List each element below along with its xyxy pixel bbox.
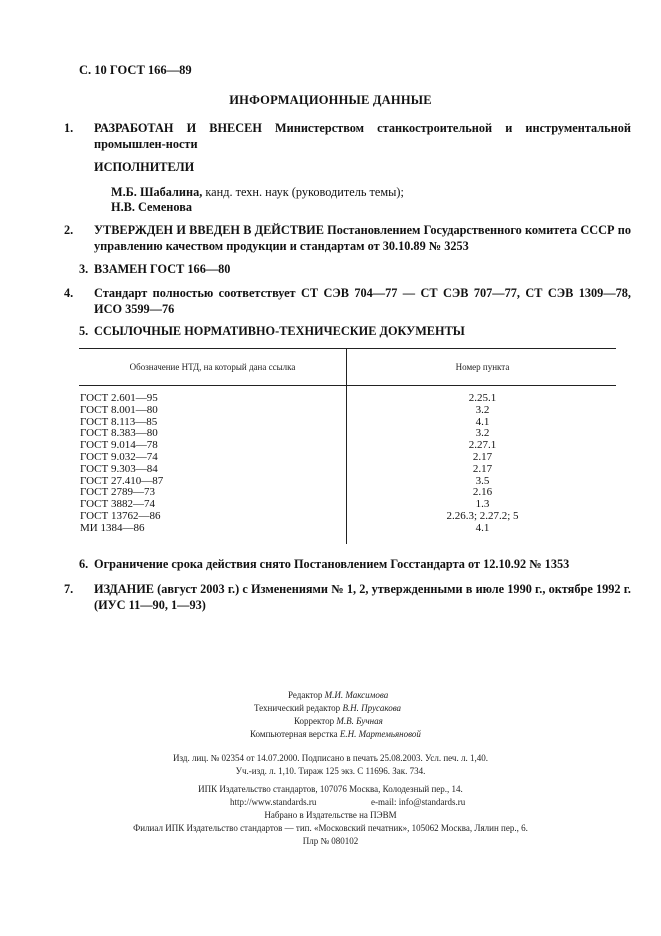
imprint-line-2: Уч.-изд. л. 1,10. Тираж 125 экз. С 11696. Зак. 734. <box>235 766 426 776</box>
table-cell-doc: ГОСТ 8.383—80 <box>80 427 158 440</box>
table-header-divider <box>79 385 616 386</box>
table-cell-clause: 2.26.3; 2.27.2; 5 <box>446 510 519 522</box>
item-3-number: 3. <box>79 262 89 276</box>
item-1 <box>64 120 631 152</box>
imprint-line-1: Изд. лиц. № 02354 от 14.07.2000. Подписано в печать 25.08.2003. Усл. печ. л. 1,40. <box>173 753 488 763</box>
imprint-email: e-mail: info@standards.ru <box>371 797 466 807</box>
table-cell-doc: МИ 1384—86 <box>80 521 145 534</box>
performer-1 <box>111 185 404 200</box>
table-top-border <box>79 348 616 349</box>
table-cell-clause: 4.1 <box>475 415 490 428</box>
item-3 <box>79 261 616 277</box>
item-7-number: 7. <box>64 582 74 596</box>
table-cell-clause: 2.17 <box>472 451 493 463</box>
table-header-doc: Обозначение НТД, на который дана ссылка <box>129 362 296 372</box>
item-5-number: 5. <box>79 324 89 338</box>
item-7 <box>64 581 631 613</box>
page-header: С. 10 ГОСТ 166—89 <box>79 63 192 77</box>
imprint-layout: Компьютерная верстка Е.Н. Мартемьяновой <box>250 729 421 739</box>
performer-1-role: канд. техн. наук (руководитель темы); <box>202 185 404 199</box>
imprint-corrector: Корректор М.В. Бучная <box>294 716 383 726</box>
item-1-number: 1. <box>64 121 74 135</box>
table-cell-doc: ГОСТ 2789—73 <box>80 486 155 499</box>
table-column-divider <box>346 348 347 544</box>
table-cell-clause: 2.27.1 <box>468 439 497 452</box>
item-6-text: Ограничение срока действия снято Постановлением Госстандарта от 12.10.92 № 1353 <box>94 557 570 571</box>
item-2-text: Постановлением Государственного комитета СССР по управлению качеством продукции и стандартам от 30.10.89 № 3253 <box>94 223 632 253</box>
item-4-text: Стандарт полностью соответствует СТ СЭВ 704—77 — СТ СЭВ 707—77, СТ СЭВ 1309—78, ИСО 3599—76 <box>94 286 631 316</box>
table-cell-doc: ГОСТ 3882—74 <box>80 498 155 511</box>
table-cell-doc: ГОСТ 9.014—78 <box>80 439 158 452</box>
table-cell-doc: ГОСТ 8.113—85 <box>80 415 158 428</box>
table-cell-doc: ГОСТ 27.410—87 <box>80 474 164 487</box>
item-5 <box>79 323 616 339</box>
item-1-text: Министерством станкостроительной и инструментальной промышлен-ности <box>94 121 631 151</box>
item-1-lead: РАЗРАБОТАН И ВНЕСЕН <box>94 121 262 135</box>
imprint-line-6: Филиал ИПК Издательство стандартов — тип. «Московский печатник», 105062 Москва, Лялин пер., 6. <box>133 823 528 833</box>
item-5-lead: ССЫЛОЧНЫЕ НОРМАТИВНО-ТЕХНИЧЕСКИЕ ДОКУМЕНТЫ <box>94 324 465 338</box>
imprint-tech-editor: Технический редактор В.Н. Прусакова <box>254 703 402 713</box>
item-4-number: 4. <box>64 286 74 300</box>
table-cell-clause: 3.2 <box>475 403 490 416</box>
table-cell-doc: ГОСТ 9.303—84 <box>80 462 158 475</box>
item-6 <box>79 556 616 572</box>
table-cell-doc: ГОСТ 2.601—95 <box>80 392 158 404</box>
imprint-line-7: Плр № 080102 <box>302 836 359 846</box>
imprint-line-3: ИПК Издательство стандартов, 107076 Москва, Колодезный пер., 14. <box>198 784 463 794</box>
section-title: ИНФОРМАЦИОННЫЕ ДАННЫЕ <box>229 93 432 107</box>
table-cell-doc: ГОСТ 9.032—74 <box>80 451 158 463</box>
table-cell-clause: 2.25.1 <box>468 392 497 404</box>
item-7-lead: ИЗДАНИЕ <box>94 582 154 596</box>
table-cell-clause: 3.5 <box>475 474 490 487</box>
item-3-lead: ВЗАМЕН ГОСТ 166—80 <box>94 262 231 276</box>
imprint-line-5: Набрано в Издательстве на ПЭВМ <box>264 810 397 820</box>
item-7-text: (август 2003 г.) с Изменениями № 1, 2, утвержденными в июле 1990 г., октябре 1992 г. (ИУС 11—90, 1—93) <box>94 582 631 612</box>
table-cell-doc: ГОСТ 13762—86 <box>80 510 161 522</box>
imprint-website: http://www.standards.ru <box>230 797 317 807</box>
table-header-clause: Номер пункта <box>455 362 510 372</box>
performer-2: Н.В. Семенова <box>111 200 193 214</box>
table-cell-clause: 1.3 <box>475 498 490 511</box>
table-cell-clause: 3.2 <box>475 427 490 440</box>
performer-1-name: М.Б. Шабалина, <box>111 185 203 199</box>
table-cell-clause: 2.17 <box>472 462 493 475</box>
imprint-credits <box>200 689 600 741</box>
imprint-editor: Редактор М.И. Максимова <box>288 690 389 700</box>
table-cell-clause: 2.16 <box>472 486 493 499</box>
item-4 <box>64 285 631 317</box>
item-6-number: 6. <box>79 557 89 571</box>
table-cell-clause: 4.1 <box>475 521 490 534</box>
item-2 <box>64 222 632 254</box>
performers-label: ИСПОЛНИТЕЛИ <box>94 160 195 174</box>
item-2-number: 2. <box>64 223 74 237</box>
table-cell-doc: ГОСТ 8.001—80 <box>80 403 158 416</box>
item-2-lead: УТВЕРЖДЕН И ВВЕДЕН В ДЕЙСТВИЕ <box>94 223 324 237</box>
